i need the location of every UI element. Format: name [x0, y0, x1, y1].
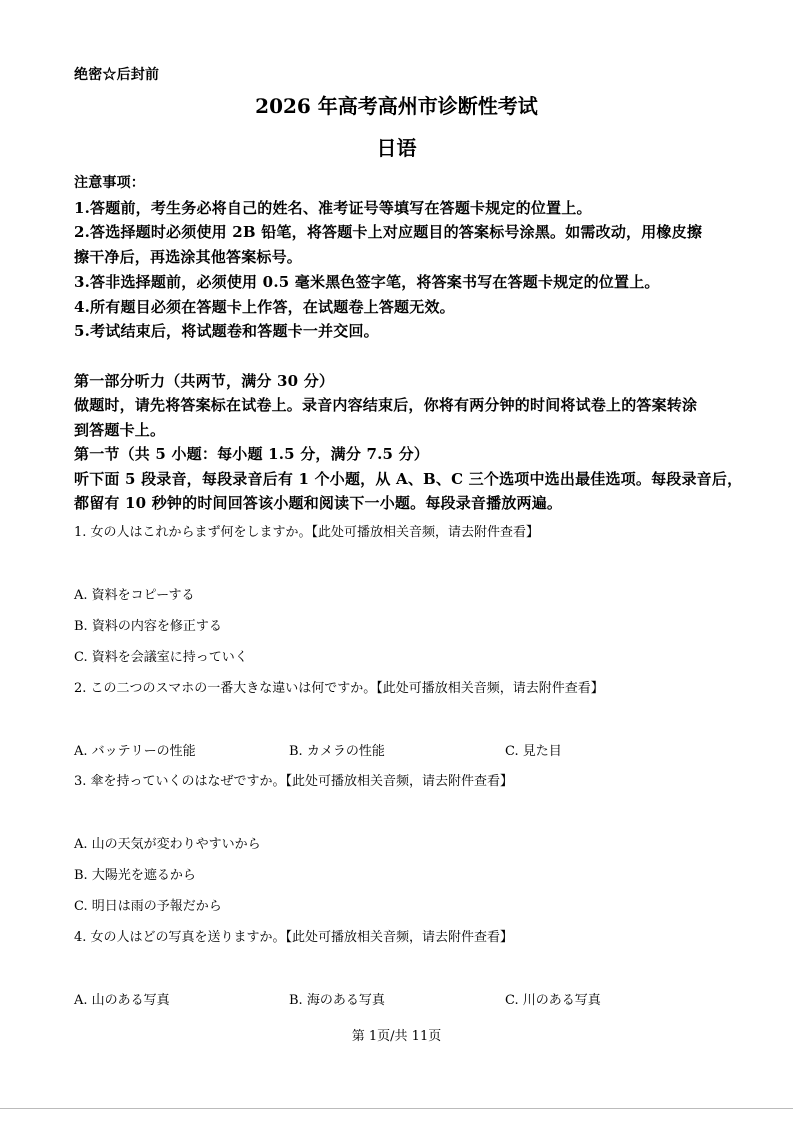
q3-option-a: A. 山の天気が変わりやすいから — [74, 837, 261, 852]
notes-item: 1.答题前，考生务必将自己的姓名、准考证号等填写在答题卡规定的位置上。 — [74, 199, 592, 217]
q4-option-c: C. 川のある写真 — [505, 993, 601, 1008]
question-stem-4: 4. 女の人はどの写真を送りますか。【此处可播放相关音频，请去附件查看】 — [74, 930, 514, 945]
question-stem-3: 3. 傘を持っていくのはなぜですか。【此处可播放相关音频，请去附件查看】 — [74, 774, 514, 789]
q4-option-b: B. 海のある写真 — [289, 993, 385, 1008]
section1-instruction: 听下面 5 段录音，每段录音后有 1 个小题，从 A、B、C 三个选项中选出最佳选项。每段录音后， — [74, 470, 743, 488]
q1-option-c: C. 資料を会議室に持っていく — [74, 650, 248, 665]
notes-heading: 注意事项： — [74, 175, 145, 191]
q3-option-b: B. 大陽光を遮るから — [74, 868, 196, 883]
part1-instruction: 到答题卡上。 — [74, 421, 166, 439]
q2-option-a: A. バッテリーの性能 — [74, 744, 196, 759]
notes-item: 擦干净后，再选涂其他答案标号。 — [74, 248, 303, 266]
subject-title: 日语 — [376, 136, 417, 160]
confidential-label: 绝密☆后封前 — [74, 67, 160, 83]
q1-option-a: A. 資料をコピーする — [74, 588, 195, 603]
question-stem-1: 1. 女の人はこれからまず何をしますか。【此处可播放相关音频，请去附件查看】 — [74, 525, 540, 540]
part1-heading: 第一部分听力（共两节，满分 30 分） — [74, 372, 335, 390]
notes-item: 3.答非选择题前，必须使用 0.5 毫米黑色签字笔，将答案书写在答题卡规定的位置上。 — [74, 273, 660, 291]
notes-item: 5.考试结束后，将试题卷和答题卡一并交回。 — [74, 322, 379, 340]
q3-option-c: C. 明日は雨の予報だから — [74, 899, 222, 914]
page-bottom-divider — [0, 1108, 793, 1109]
page-number: 第 1页/共 11页 — [351, 1029, 442, 1044]
part1-instruction: 做题时，请先将答案标在试卷上。录音内容结束后，你将有两分钟的时间将试卷上的答案转涂 — [74, 396, 698, 414]
exam-title: 2026 年高考高州市诊断性考试 — [255, 94, 538, 118]
notes-item: 4.所有题目必须在答题卡上作答，在试题卷上答题无效。 — [74, 298, 455, 316]
question-stem-2: 2. この二つのスマホの一番大きな違いは何ですか。【此处可播放相关音频，请去附件查看】 — [74, 681, 604, 696]
q2-option-b: B. カメラの性能 — [289, 744, 385, 759]
section1-instruction: 都留有 10 秒钟的时间回答该小题和阅读下一小题。每段录音播放两遍。 — [74, 494, 563, 512]
notes-item: 2.答选择题时必须使用 2B 铅笔，将答题卡上对应题目的答案标号涂黑。如需改动，用橡皮擦 — [74, 223, 703, 241]
section1-heading: 第一节（共 5 小题：每小题 1.5 分，满分 7.5 分） — [74, 445, 429, 463]
q4-option-a: A. 山のある写真 — [74, 993, 170, 1008]
q2-option-c: C. 見た目 — [505, 744, 562, 759]
q1-option-b: B. 資料の内容を修正する — [74, 619, 222, 634]
